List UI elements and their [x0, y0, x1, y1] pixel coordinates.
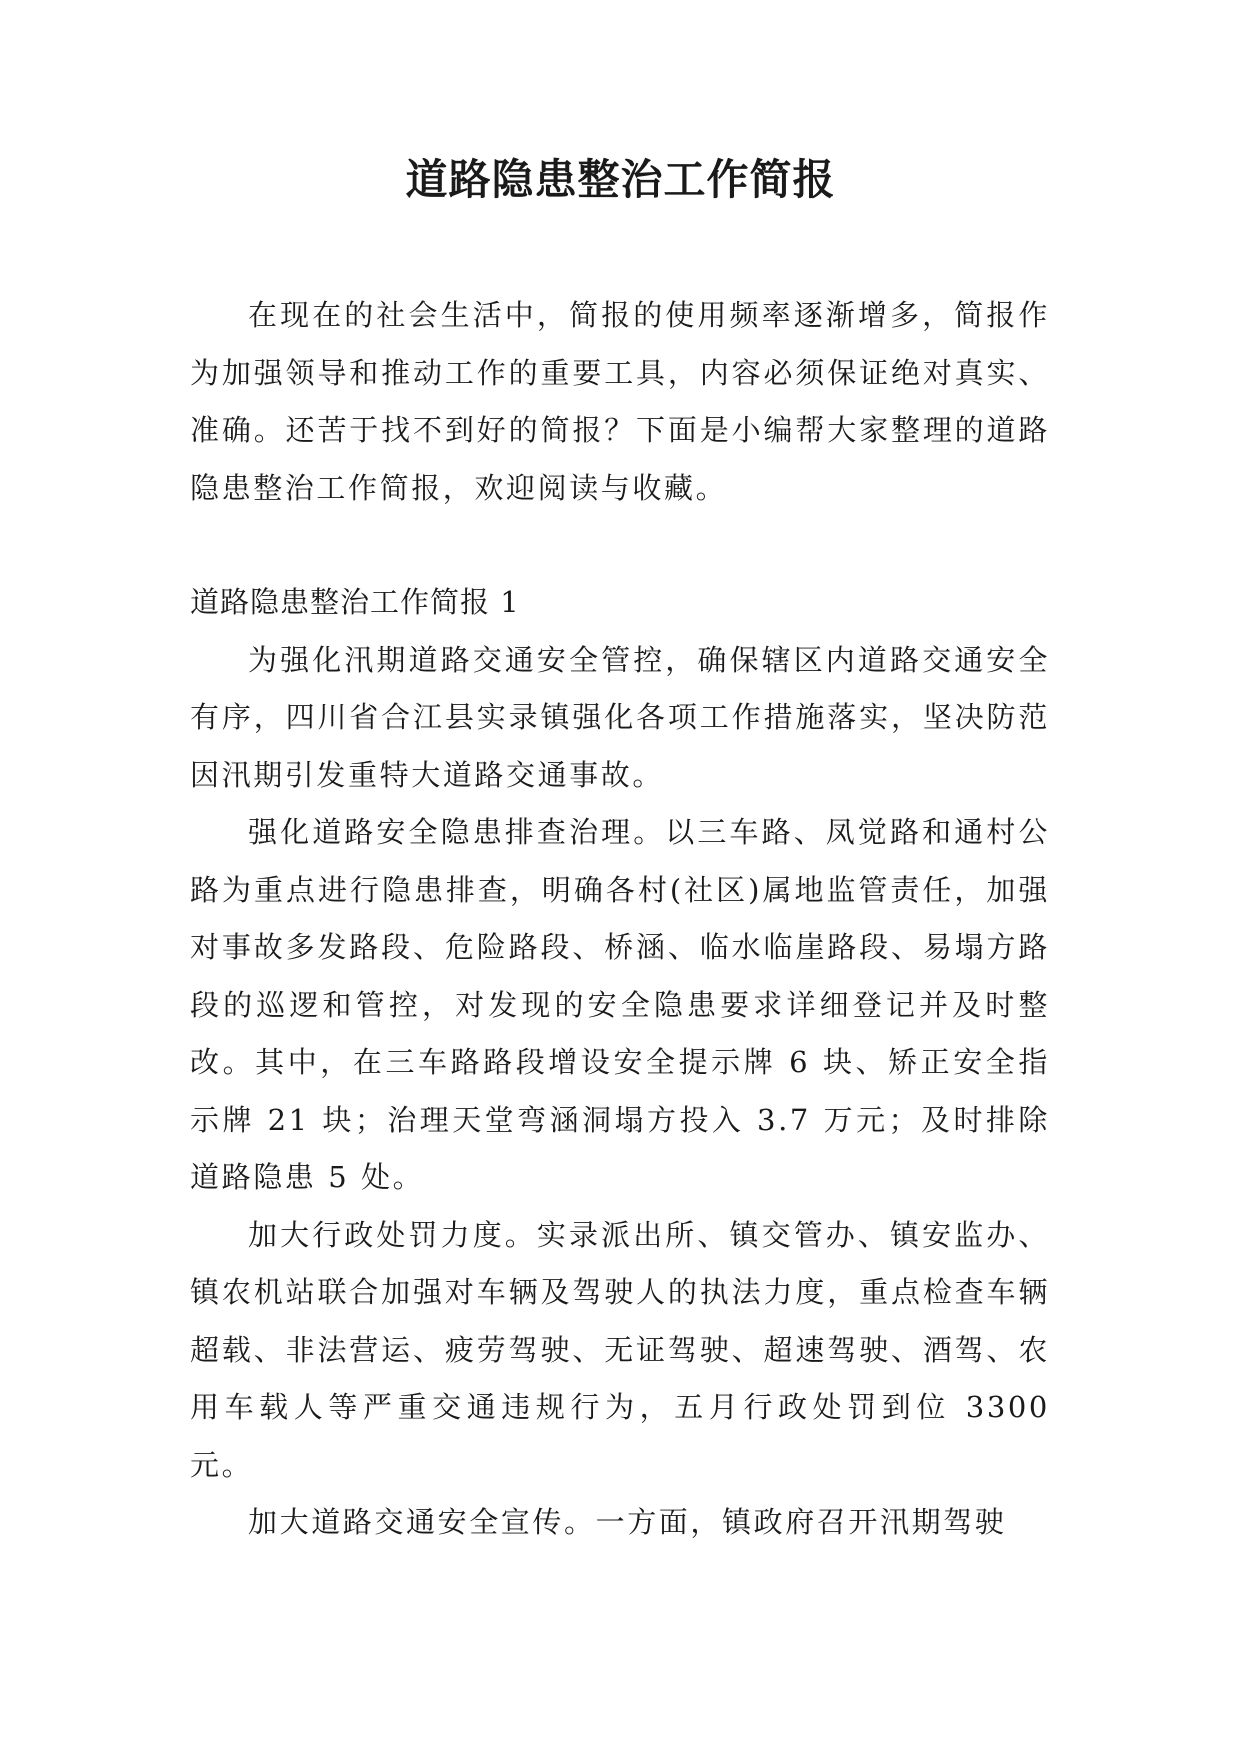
- body-paragraph: 强化道路安全隐患排查治理。以三车路、凤觉路和通村公路为重点进行隐患排查，明确各村(社区)属地监管责任，加强对事故多发路段、危险路段、桥涵、临水临崖路段、易塌方路段的巡逻和管控，对发现的安全隐患要求详细登记并及时整改。其中，在三车路路段增设安全提示牌 6 块、矫正安全指示牌 21 块；治理天堂弯涵洞塌方投入 3.7 万元；及时排除道路隐患 5 处。: [190, 815, 1050, 1194]
- document-body: [190, 287, 1050, 1552]
- intro-paragraph: 在现在的社会生活中，简报的使用频率逐渐增多，简报作为加强领导和推动工作的重要工具，内容必须保证绝对真实、准确。还苦于找不到好的简报？下面是小编帮大家整理的道路隐患整治工作简报，欢迎阅读与收藏。: [190, 298, 1050, 505]
- body-paragraph: 加大道路交通安全宣传。一方面，镇政府召开汛期驾驶: [248, 1505, 1007, 1539]
- body-paragraph: 为强化汛期道路交通安全管控，确保辖区内道路交通安全有序，四川省合江县实录镇强化各项工作措施落实，坚决防范因汛期引发重特大道路交通事故。: [190, 642, 1050, 792]
- body-paragraph: 加大行政处罚力度。实录派出所、镇交管办、镇安监办、镇农机站联合加强对车辆及驾驶人的执法力度，重点检查车辆超载、非法营运、疲劳驾驶、无证驾驶、超速驾驶、酒驾、农用车载人等严重交通违规行为，五月行政处罚到位 3300 元。: [190, 1217, 1050, 1482]
- document-title: 道路隐患整治工作简报: [405, 155, 836, 204]
- section-heading: 道路隐患整治工作简报 1: [190, 585, 520, 619]
